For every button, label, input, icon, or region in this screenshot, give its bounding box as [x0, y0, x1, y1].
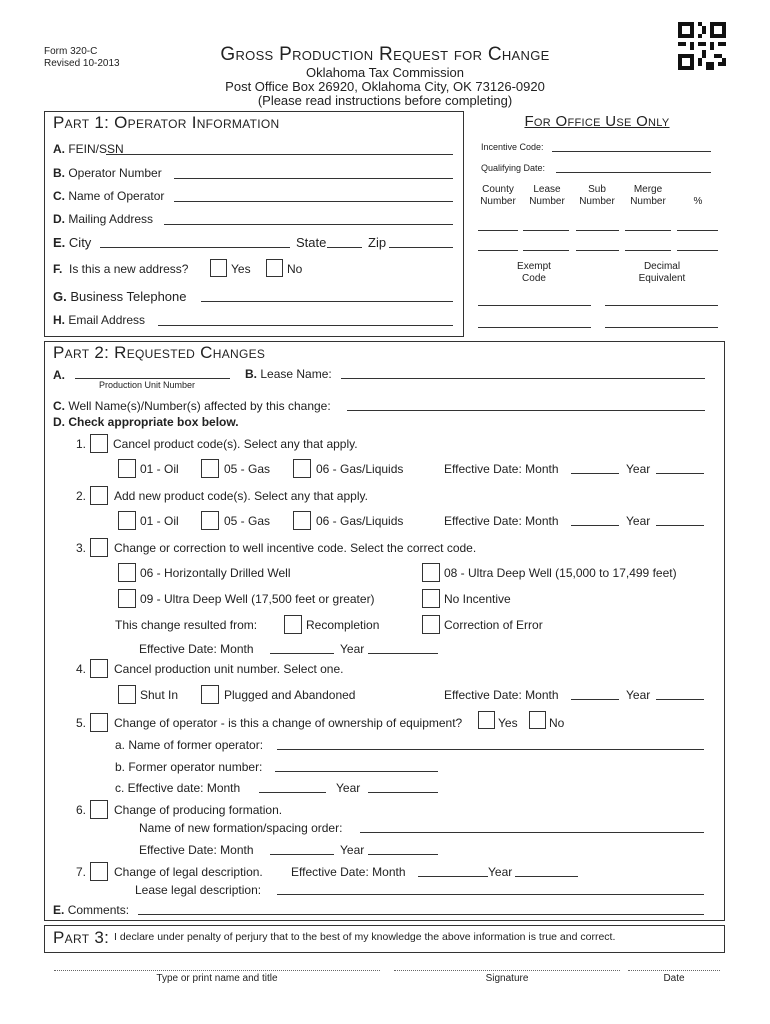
signature-line[interactable]	[394, 970, 620, 971]
former-operator-number-line[interactable]	[275, 771, 438, 772]
former-operator-number-label: b. Former operator number:	[115, 760, 263, 774]
horizontal-well-checkbox[interactable]	[118, 563, 136, 582]
lease-line-1	[523, 230, 569, 231]
merge-line-1	[625, 230, 671, 231]
revision-date: Revised 10-2013	[44, 58, 120, 69]
business-telephone-label: Business Telephone	[70, 289, 187, 304]
sub-number-header: Sub Number	[579, 184, 615, 207]
comments-input-line[interactable]	[138, 914, 704, 915]
plugged-abandoned-label: Plugged and Abandoned	[224, 688, 356, 702]
qr-code-icon	[678, 22, 726, 70]
item5-label: Change of operator - is this a change of ownership of equipment?	[114, 716, 463, 730]
well-names-input-line[interactable]	[347, 410, 705, 411]
item4-label: Cancel production unit number. Select one.	[114, 662, 344, 676]
letter-g: G.	[53, 289, 67, 304]
new-address-no-label: No	[287, 262, 303, 276]
item1-oil-checkbox[interactable]	[118, 459, 136, 478]
item2-oil-label: 01 - Oil	[140, 514, 179, 528]
new-formation-label: Name of new formation/spacing order:	[139, 821, 343, 835]
letter-c: C.	[53, 189, 65, 203]
exempt-line-2	[478, 327, 591, 328]
form-title: Gross Production Request for Change	[220, 44, 550, 65]
ultra-deep-09-label: 09 - Ultra Deep Well (17,500 feet or greater)	[140, 592, 375, 606]
ownership-yes-checkbox[interactable]	[478, 711, 495, 729]
item7-label: Change of legal description.	[114, 865, 263, 879]
item5-month-line[interactable]	[259, 792, 326, 793]
zip-label: Zip	[368, 235, 387, 250]
letter-b-part2: B.	[245, 367, 257, 381]
no-incentive-checkbox[interactable]	[422, 589, 440, 608]
incentive-code-label: Incentive Code:	[481, 142, 544, 152]
part2-title: Part 2: Requested Changes	[53, 343, 266, 362]
fein-label: FEIN/SSN	[68, 142, 124, 156]
item7-year-label: Year	[488, 865, 513, 879]
recompletion-checkbox[interactable]	[284, 615, 302, 634]
item6-month-line[interactable]	[270, 854, 334, 855]
new-address-yes-label: Yes	[231, 262, 251, 276]
item3-year-line[interactable]	[368, 653, 438, 654]
mailing-address-input-line[interactable]	[164, 224, 453, 225]
item3-label: Change or correction to well incentive code. Select the correct code.	[114, 541, 477, 555]
print-name-title-label: Type or print name and title	[156, 973, 278, 984]
item4-year-line[interactable]	[656, 699, 704, 700]
letter-f: F.	[53, 262, 63, 276]
decimal-line-1	[605, 305, 718, 306]
recompletion-label: Recompletion	[306, 618, 380, 632]
item6-year-line[interactable]	[368, 854, 438, 855]
item1-number: 1.	[76, 437, 87, 451]
county-line-2	[478, 250, 518, 251]
instructions-note: (Please read instructions before completing)	[257, 93, 513, 108]
decimal-equivalent-header: Decimal Equivalent	[638, 261, 686, 284]
lease-legal-description-line[interactable]	[277, 894, 704, 895]
agency-address: Post Office Box 26920, Oklahoma City, OK 73126-0920	[225, 79, 545, 94]
qualifying-date-line	[556, 172, 711, 173]
item3-month-line[interactable]	[270, 653, 334, 654]
item4-month-line[interactable]	[571, 699, 619, 700]
item2-gasliq-checkbox[interactable]	[293, 511, 311, 530]
item4-year-label: Year	[626, 688, 651, 702]
item6-year-label: Year	[340, 843, 365, 857]
item5-effective-month-label: c. Effective date: Month	[115, 781, 241, 795]
item2-checkbox[interactable]	[90, 486, 108, 505]
mailing-address-label: Mailing Address	[68, 212, 154, 226]
item5-checkbox[interactable]	[90, 713, 108, 732]
decimal-line-2	[605, 327, 718, 328]
agency-name: Oklahoma Tax Commission	[306, 65, 464, 80]
item2-month-line[interactable]	[571, 525, 619, 526]
item7-year-line[interactable]	[515, 876, 578, 877]
percent-line-1	[677, 230, 718, 231]
item1-gas-checkbox[interactable]	[201, 459, 219, 478]
business-telephone-input-line[interactable]	[201, 301, 453, 302]
item1-gasliq-checkbox[interactable]	[293, 459, 311, 478]
letter-h: H.	[53, 313, 65, 327]
letter-e-part2: E.	[53, 903, 65, 917]
item5-year-line[interactable]	[368, 792, 438, 793]
item5-number: 5.	[76, 716, 87, 730]
shut-in-label: Shut In	[140, 688, 179, 702]
well-names-label: Well Name(s)/Number(s) affected by this change:	[68, 399, 331, 413]
ultra-deep-08-label: 08 - Ultra Deep Well (15,000 to 17,499 feet)	[444, 566, 677, 580]
item2-oil-checkbox[interactable]	[118, 511, 136, 530]
item5-year-label: Year	[336, 781, 361, 795]
ultra-deep-09-checkbox[interactable]	[118, 589, 136, 608]
item4-effective-month-label: Effective Date: Month	[444, 688, 559, 702]
qualifying-date-label: Qualifying Date:	[481, 163, 546, 173]
operator-number-input-line[interactable]	[174, 178, 453, 179]
item2-gas-checkbox[interactable]	[201, 511, 219, 530]
shut-in-checkbox[interactable]	[118, 685, 136, 704]
letter-a: A.	[53, 142, 65, 156]
incentive-code-line	[552, 151, 711, 152]
production-unit-number-label: Production Unit Number	[99, 380, 196, 390]
item2-number: 2.	[76, 489, 87, 503]
letter-c-part2: C.	[53, 399, 65, 413]
zip-input-line[interactable]	[389, 247, 453, 248]
item1-year-line[interactable]	[656, 473, 704, 474]
item2-gas-label: 05 - Gas	[224, 514, 271, 528]
state-label: State	[296, 235, 327, 250]
item1-checkbox[interactable]	[90, 434, 108, 453]
item2-gasliq-label: 06 - Gas/Liquids	[316, 514, 404, 528]
item7-month-line[interactable]	[418, 876, 488, 877]
no-incentive-label: No Incentive	[444, 592, 511, 606]
item6-effective-month-label: Effective Date: Month	[139, 843, 254, 857]
name-title-signature-line[interactable]	[54, 970, 380, 971]
change-resulted-label: This change resulted from:	[115, 618, 258, 632]
new-formation-line[interactable]	[360, 832, 704, 833]
correction-error-label: Correction of Error	[444, 618, 543, 632]
exempt-code-header: Exempt Code	[517, 261, 551, 284]
former-operator-name-line[interactable]	[277, 749, 704, 750]
email-input-line[interactable]	[158, 325, 453, 326]
new-address-yes-checkbox[interactable]	[210, 259, 227, 277]
lease-name-label: Lease Name:	[260, 367, 332, 381]
county-number-header: County Number	[480, 184, 516, 207]
item3-number: 3.	[76, 541, 87, 555]
item1-label: Cancel product code(s). Select any that apply.	[113, 437, 358, 451]
item1-month-line[interactable]	[571, 473, 619, 474]
item7-checkbox[interactable]	[90, 862, 108, 881]
operator-number-label: Operator Number	[68, 166, 162, 180]
ultra-deep-08-checkbox[interactable]	[422, 563, 440, 582]
check-box-instruction: D. Check appropriate box below.	[53, 415, 239, 429]
correction-error-checkbox[interactable]	[422, 615, 440, 634]
office-use-title: For Office Use Only	[524, 113, 670, 130]
lease-name-input-line[interactable]	[341, 378, 705, 379]
state-input-line[interactable]	[327, 247, 362, 248]
part3-title: Part 3:	[53, 928, 110, 947]
city-label: City	[68, 235, 92, 250]
former-operator-name-label: a. Name of former operator:	[115, 738, 264, 752]
item1-effective-month-label: Effective Date: Month	[444, 462, 559, 476]
horizontal-well-label: 06 - Horizontally Drilled Well	[140, 566, 291, 580]
item1-year-label: Year	[626, 462, 651, 476]
lease-legal-description-label: Lease legal description:	[135, 883, 262, 897]
lease-number-header: Lease Number	[529, 184, 565, 207]
plugged-abandoned-checkbox[interactable]	[201, 685, 219, 704]
lease-line-2	[523, 250, 569, 251]
merge-number-header: Merge Number	[630, 184, 666, 207]
new-address-no-checkbox[interactable]	[266, 259, 283, 277]
operator-name-input-line[interactable]	[174, 201, 453, 202]
merge-line-2	[625, 250, 671, 251]
production-unit-number-line[interactable]	[75, 378, 230, 379]
percent-line-2	[677, 250, 718, 251]
comments-label: Comments:	[67, 903, 130, 917]
item1-oil-label: 01 - Oil	[140, 462, 179, 476]
county-line-1	[478, 230, 518, 231]
item6-label: Change of producing formation.	[114, 803, 283, 817]
operator-name-label: Name of Operator	[68, 189, 165, 203]
date-label: Date	[663, 973, 685, 984]
item3-effective-month-label: Effective Date: Month	[139, 642, 254, 656]
item7-number: 7.	[76, 865, 87, 879]
item6-checkbox[interactable]	[90, 800, 108, 819]
signature-label: Signature	[485, 973, 529, 984]
sub-line-1	[576, 230, 619, 231]
item4-number: 4.	[76, 662, 87, 676]
item3-year-label: Year	[340, 642, 365, 656]
email-label: Email Address	[68, 313, 146, 327]
letter-e: E.	[53, 235, 66, 250]
item2-year-line[interactable]	[656, 525, 704, 526]
item6-number: 6.	[76, 803, 87, 817]
item2-effective-month-label: Effective Date: Month	[444, 514, 559, 528]
item7-effective-month-label: Effective Date: Month	[291, 865, 406, 879]
item1-gasliq-label: 06 - Gas/Liquids	[316, 462, 404, 476]
percent-header: %	[693, 196, 703, 207]
sub-line-2	[576, 250, 619, 251]
perjury-declaration: I declare under penalty of perjury that to the best of my knowledge the above information is true and correct.	[114, 931, 616, 943]
ownership-yes-label: Yes	[498, 716, 518, 730]
item2-label: Add new product code(s). Select any that apply.	[114, 489, 368, 503]
letter-b: B.	[53, 166, 65, 180]
item3-checkbox[interactable]	[90, 538, 108, 557]
letter-a-part2: A.	[53, 368, 65, 382]
fein-input-line[interactable]	[106, 154, 453, 155]
city-input-line[interactable]	[100, 247, 290, 248]
exempt-line-1	[478, 305, 591, 306]
ownership-no-label: No	[549, 716, 565, 730]
form-number: Form 320-C	[44, 46, 98, 57]
item4-checkbox[interactable]	[90, 659, 108, 678]
item2-year-label: Year	[626, 514, 651, 528]
ownership-no-checkbox[interactable]	[529, 711, 546, 729]
date-signature-line[interactable]	[628, 970, 720, 971]
new-address-label: Is this a new address?	[69, 262, 189, 276]
part1-title: Part 1: Operator Information	[53, 113, 280, 132]
item1-gas-label: 05 - Gas	[224, 462, 271, 476]
letter-d: D.	[53, 212, 65, 226]
